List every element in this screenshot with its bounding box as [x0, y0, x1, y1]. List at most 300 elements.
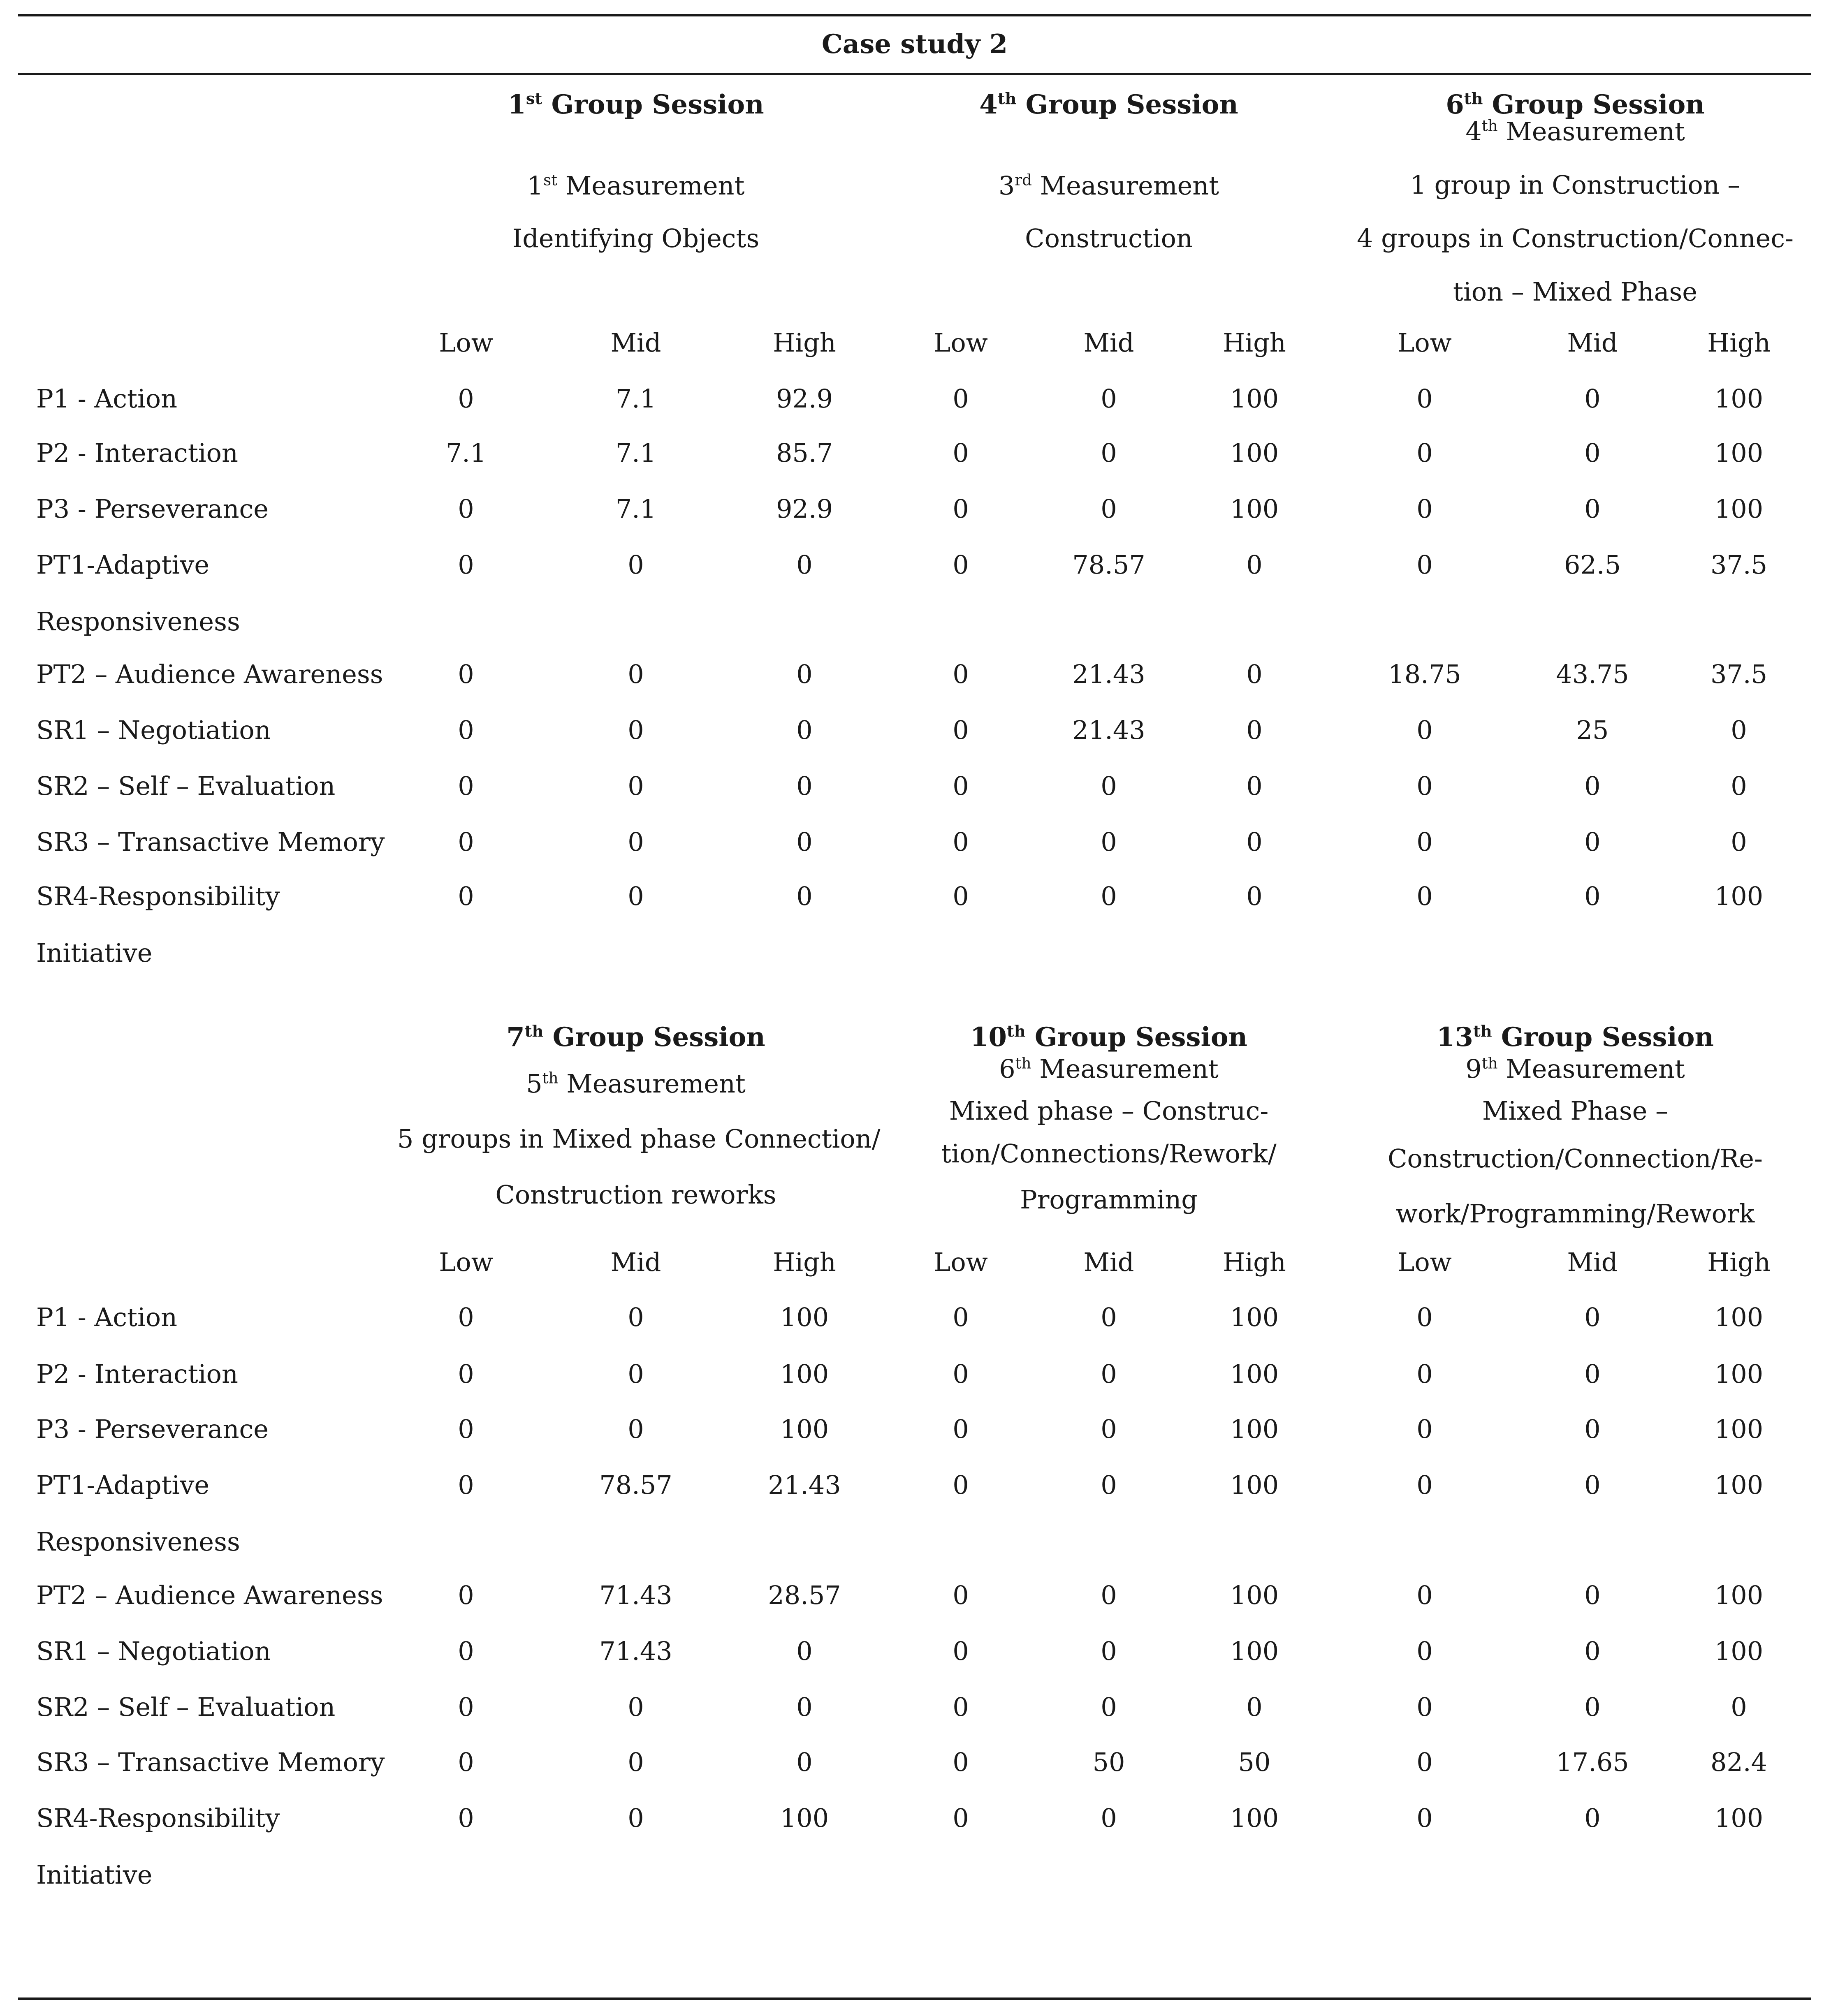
session-title-text: Group Session — [1483, 89, 1705, 120]
table-cell: 0 — [1101, 1803, 1117, 1833]
level-header: High — [773, 1247, 836, 1277]
level-header: Mid — [1083, 1247, 1134, 1277]
table-cell: 0 — [796, 1636, 813, 1666]
table-cell: 0 — [953, 1580, 969, 1610]
table-cell: 100 — [1714, 1359, 1764, 1389]
table-cell: 100 — [1230, 384, 1279, 414]
row-label-text: P2 - Interaction — [36, 438, 238, 468]
table-cell: 0 — [953, 1470, 969, 1500]
table-cell: 0 — [628, 1747, 644, 1777]
row-label-text: SR4-Responsibility — [36, 1803, 280, 1833]
table-cell: 100 — [1714, 1803, 1764, 1833]
session-subtitle-line — [870, 159, 1347, 213]
table-cell: 0 — [1416, 1803, 1433, 1833]
table-cell: 0 — [458, 715, 474, 745]
table-cell: 0 — [628, 827, 644, 857]
session-title — [397, 82, 874, 127]
table-cell: 0 — [1416, 1359, 1433, 1389]
table-cell: 100 — [1230, 1803, 1279, 1833]
session-title — [870, 82, 1347, 127]
table-cell: 0 — [628, 715, 644, 745]
table-cell: 0 — [1101, 1470, 1117, 1500]
subtitle-text — [870, 159, 1347, 213]
table-cell: 0 — [953, 1302, 969, 1332]
table-cell: 100 — [1230, 1359, 1279, 1389]
table-cell: 0 — [953, 659, 969, 689]
row-label-text: PT1-Adaptive — [36, 550, 210, 580]
subtitle-content: work/Programming/Rework — [1395, 1199, 1755, 1229]
subtitle-content: Construction — [1025, 223, 1193, 253]
measurement-ordinal-suffix: th — [1481, 116, 1498, 135]
subtitle-text — [870, 1173, 1347, 1227]
row-label — [36, 1679, 335, 1736]
table-caption: Case study 2 — [821, 29, 1008, 60]
table-cell: 92.9 — [776, 384, 833, 414]
level-header: Mid — [610, 1247, 661, 1277]
session-title — [397, 1015, 874, 1060]
table-cell: 0 — [1101, 881, 1117, 911]
subtitle-text — [1337, 212, 1814, 265]
table-cell: 0 — [1584, 771, 1601, 801]
session-title-text: Group Session — [1016, 89, 1238, 120]
table-cell: 37.5 — [1710, 550, 1768, 580]
table-cell: 0 — [953, 494, 969, 524]
table-cell: 0 — [1246, 771, 1263, 801]
table-cell: 71.43 — [599, 1580, 672, 1610]
subtitle-text — [397, 1112, 881, 1166]
subtitle-content: 1 group in Construction – — [1410, 170, 1741, 200]
measurement-ordinal-suffix: th — [542, 1069, 559, 1087]
table-cell: 0 — [628, 550, 644, 580]
subtitle-text — [397, 159, 874, 213]
table-cell: 0 — [796, 1747, 813, 1777]
table-cell: 100 — [1714, 881, 1764, 911]
session-subtitle-line — [1337, 105, 1814, 158]
table-cell: 0 — [1584, 827, 1601, 857]
subtitle-text — [1337, 1084, 1814, 1138]
subtitle-content: Programming — [1020, 1185, 1198, 1215]
session-ordinal-suffix: th — [997, 89, 1017, 108]
table-row — [0, 370, 1831, 427]
table-cell: 0 — [1584, 1359, 1601, 1389]
table-row — [0, 1346, 1831, 1403]
table-cell: 0 — [1584, 881, 1601, 911]
table-cell: 0 — [1731, 771, 1747, 801]
table-cell: 78.57 — [599, 1470, 672, 1500]
table-cell: 100 — [1714, 1636, 1764, 1666]
subtitle-content: Mixed phase – Construc- — [949, 1096, 1269, 1126]
table-row — [0, 1734, 1831, 1791]
table-cell: 0 — [1101, 1636, 1117, 1666]
row-label-text: SR1 – Negotiation — [36, 715, 271, 745]
row-label-text: SR2 – Self – Evaluation — [36, 771, 336, 801]
measurement-ordinal: 9 — [1465, 1054, 1482, 1084]
session-ordinal: 13 — [1436, 1022, 1473, 1053]
caption-rule — [18, 73, 1811, 75]
subtitle-text — [397, 1057, 874, 1111]
table-cell: 0 — [458, 494, 474, 524]
table-cell: 0 — [1101, 384, 1117, 414]
subtitle-content: Measurement — [1497, 116, 1685, 146]
session-subtitle-line — [397, 1057, 874, 1111]
table-cell: 7.1 — [615, 494, 656, 524]
table-cell: 17.65 — [1556, 1747, 1629, 1777]
session-subtitle-line — [1337, 212, 1814, 265]
level-header: High — [773, 328, 836, 358]
subtitle-content: Construction reworks — [495, 1180, 776, 1210]
row-label — [36, 1346, 238, 1403]
table-cell: 0 — [953, 438, 969, 468]
table-cell: 92.9 — [776, 494, 833, 524]
row-label — [36, 1401, 269, 1458]
row-label — [36, 1457, 240, 1570]
session-ordinal: 7 — [506, 1022, 525, 1053]
table-cell: 100 — [780, 1803, 829, 1833]
table-cell: 0 — [1246, 659, 1263, 689]
table-cell: 0 — [1584, 1803, 1601, 1833]
level-header: Low — [439, 328, 493, 358]
session-ordinal: 6 — [1446, 89, 1464, 120]
row-label-continuation: Responsiveness — [36, 1527, 240, 1557]
table-cell: 0 — [458, 827, 474, 857]
subtitle-text — [1337, 265, 1814, 319]
session-ordinal: 4 — [979, 89, 998, 120]
table-cell: 43.75 — [1556, 659, 1629, 689]
table-cell: 0 — [796, 550, 813, 580]
measurement-ordinal-suffix: st — [543, 171, 558, 189]
subtitle-content: 4 groups in Construction/Connec- — [1356, 223, 1794, 253]
table-cell: 28.57 — [768, 1580, 841, 1610]
session-ordinal-suffix: th — [524, 1022, 544, 1041]
table-cell: 82.4 — [1710, 1747, 1768, 1777]
table-cell: 100 — [1714, 438, 1764, 468]
subtitle-text — [1337, 1132, 1814, 1185]
table-cell: 0 — [953, 1636, 969, 1666]
table-cell: 0 — [953, 715, 969, 745]
table-row — [0, 1401, 1831, 1458]
row-label-text: PT2 – Audience Awareness — [36, 1580, 383, 1610]
session-subtitle-line — [1337, 1132, 1814, 1185]
session-ordinal-suffix: th — [1464, 89, 1483, 108]
table-cell: 18.75 — [1388, 659, 1461, 689]
row-label — [36, 1734, 385, 1791]
table-cell: 0 — [458, 1747, 474, 1777]
table-top-rule — [18, 14, 1811, 16]
row-label-continuation: Initiative — [36, 938, 153, 968]
table-cell: 7.1 — [615, 384, 656, 414]
table-cell: 0 — [628, 1803, 644, 1833]
subtitle-text — [870, 212, 1347, 265]
measurement-ordinal: 1 — [527, 171, 544, 201]
subtitle-content: Measurement — [558, 1069, 746, 1099]
table-cell: 62.5 — [1564, 550, 1621, 580]
measurement-ordinal-suffix: th — [1015, 1054, 1031, 1072]
table-cell: 0 — [458, 1580, 474, 1610]
table-bottom-rule — [18, 1997, 1811, 2000]
table-cell: 0 — [458, 881, 474, 911]
table-cell: 0 — [628, 881, 644, 911]
table-cell: 0 — [1101, 771, 1117, 801]
table-cell: 0 — [1246, 715, 1263, 745]
table-row — [0, 1790, 1831, 1890]
table-cell: 100 — [1230, 1414, 1279, 1444]
table-cell: 0 — [1584, 1580, 1601, 1610]
level-header: High — [1223, 1247, 1286, 1277]
level-header: Mid — [1567, 1247, 1618, 1277]
table-row — [0, 481, 1831, 537]
table-row — [0, 814, 1831, 870]
measurement-ordinal: 6 — [999, 1054, 1015, 1084]
table-cell: 100 — [1714, 1414, 1764, 1444]
subtitle-content: Measurement — [557, 171, 745, 201]
table-cell: 0 — [1101, 1692, 1117, 1722]
table-cell: 0 — [1101, 827, 1117, 857]
table-cell: 0 — [1584, 1470, 1601, 1500]
table-cell: 85.7 — [776, 438, 833, 468]
level-header: Low — [1398, 328, 1452, 358]
row-label — [36, 1289, 177, 1346]
table-cell: 100 — [1230, 494, 1279, 524]
level-header: Low — [1398, 1247, 1452, 1277]
row-label-continuation: Initiative — [36, 1860, 153, 1890]
session-subtitle-line — [1337, 158, 1814, 212]
table-cell: 78.57 — [1072, 550, 1145, 580]
session-title-text: Group Session — [1025, 1022, 1248, 1053]
row-label — [36, 1567, 383, 1624]
table-cell: 0 — [1584, 384, 1601, 414]
table-cell: 0 — [628, 1414, 644, 1444]
subtitle-text — [1337, 1187, 1814, 1241]
subtitle-content: Measurement — [1031, 1054, 1219, 1084]
table-cell: 0 — [458, 1636, 474, 1666]
table-cell: 100 — [1230, 438, 1279, 468]
table-cell: 0 — [458, 1692, 474, 1722]
table-cell: 0 — [1416, 771, 1433, 801]
table-cell: 0 — [458, 1470, 474, 1500]
table-cell: 0 — [458, 550, 474, 580]
table-cell: 0 — [628, 659, 644, 689]
session-subtitle-line — [1337, 265, 1814, 319]
table-cell: 0 — [953, 550, 969, 580]
table-cell: 100 — [1714, 1302, 1764, 1332]
table-cell: 0 — [458, 1359, 474, 1389]
table-cell: 50 — [1092, 1747, 1125, 1777]
session-subtitle-line — [1337, 1084, 1814, 1138]
row-label-text: SR4-Responsibility — [36, 881, 280, 911]
row-label-text: SR1 – Negotiation — [36, 1636, 271, 1666]
table-cell: 0 — [458, 1302, 474, 1332]
table-cell: 0 — [953, 827, 969, 857]
level-header: Mid — [1083, 328, 1134, 358]
row-label — [36, 537, 240, 650]
table-cell: 100 — [780, 1414, 829, 1444]
table-cell: 0 — [1416, 438, 1433, 468]
table-cell: 0 — [953, 1692, 969, 1722]
row-label — [36, 758, 335, 815]
table-cell: 0 — [796, 1692, 813, 1722]
row-label — [36, 868, 280, 981]
table-cell: 0 — [1584, 1692, 1601, 1722]
session-title-text: Group Session — [543, 1022, 765, 1053]
session-subtitle-line — [397, 1112, 881, 1166]
table-cell: 100 — [1230, 1302, 1279, 1332]
table-cell: 0 — [1584, 438, 1601, 468]
row-label-text: SR2 – Self – Evaluation — [36, 1692, 336, 1722]
row-label — [36, 370, 177, 427]
table-cell: 21.43 — [1072, 659, 1145, 689]
table-row — [0, 868, 1831, 968]
table-cell: 100 — [1230, 1580, 1279, 1610]
table-cell: 0 — [1416, 827, 1433, 857]
table-cell: 0 — [1101, 1414, 1117, 1444]
table-cell: 0 — [458, 384, 474, 414]
subtitle-text — [1337, 158, 1814, 212]
table-cell: 0 — [1101, 494, 1117, 524]
session-subtitle-line — [397, 159, 874, 213]
table-cell: 100 — [1714, 384, 1764, 414]
table-cell: 0 — [1416, 1636, 1433, 1666]
table-row — [0, 1567, 1831, 1624]
table-row — [0, 758, 1831, 815]
row-label-text: P3 - Perseverance — [36, 494, 269, 524]
measurement-ordinal-suffix: th — [1481, 1054, 1498, 1072]
subtitle-text — [1337, 105, 1814, 158]
table-row — [0, 425, 1831, 481]
level-header: Low — [439, 1247, 493, 1277]
table-cell: 0 — [458, 659, 474, 689]
level-header: Mid — [1567, 328, 1618, 358]
row-label — [36, 1790, 280, 1903]
table-cell: 0 — [1416, 1302, 1433, 1332]
measurement-ordinal: 3 — [998, 171, 1015, 201]
table-cell: 37.5 — [1710, 659, 1768, 689]
table-cell: 0 — [1584, 1302, 1601, 1332]
row-label — [36, 646, 383, 703]
table-cell: 7.1 — [615, 438, 656, 468]
session-subtitle-line — [870, 1173, 1347, 1227]
table-cell: 0 — [1416, 384, 1433, 414]
table-row — [0, 1623, 1831, 1680]
table-row — [0, 1289, 1831, 1346]
subtitle-content: Measurement — [1031, 171, 1219, 201]
table-cell: 0 — [458, 1803, 474, 1833]
level-header: High — [1707, 328, 1771, 358]
session-subtitle-line — [1337, 1187, 1814, 1241]
table-row — [0, 537, 1831, 637]
table-cell: 0 — [1416, 881, 1433, 911]
table-cell: 0 — [1416, 1580, 1433, 1610]
table-cell: 0 — [628, 1359, 644, 1389]
table-cell: 0 — [796, 659, 813, 689]
table-cell: 0 — [458, 1414, 474, 1444]
table-cell: 0 — [1246, 1692, 1263, 1722]
row-label — [36, 814, 385, 870]
row-label-text: PT1-Adaptive — [36, 1470, 210, 1500]
row-label-text: P2 - Interaction — [36, 1359, 238, 1389]
row-label-text: SR3 – Transactive Memory — [36, 1747, 385, 1777]
table-cell: 0 — [1101, 1580, 1117, 1610]
table-cell: 0 — [953, 1747, 969, 1777]
subtitle-content: Mixed Phase – — [1482, 1096, 1669, 1126]
measurement-ordinal-suffix: rd — [1015, 171, 1032, 189]
subtitle-content: Identifying Objects — [512, 223, 760, 253]
table-cell: 0 — [1731, 827, 1747, 857]
table-row — [0, 702, 1831, 759]
table-cell: 0 — [1416, 494, 1433, 524]
table-cell: 0 — [1584, 1414, 1601, 1444]
table-cell: 100 — [1714, 494, 1764, 524]
table-cell: 100 — [780, 1302, 829, 1332]
table-cell: 0 — [1416, 550, 1433, 580]
table-cell: 0 — [953, 881, 969, 911]
table-cell: 0 — [953, 1803, 969, 1833]
subtitle-content: Construction/Connection/Re- — [1388, 1143, 1763, 1173]
session-ordinal-suffix: st — [526, 89, 542, 108]
table-cell: 0 — [1246, 827, 1263, 857]
level-header: Low — [934, 328, 988, 358]
level-header: Mid — [610, 328, 661, 358]
table-cell: 0 — [1416, 1747, 1433, 1777]
table-cell: 100 — [1714, 1580, 1764, 1610]
session-ordinal: 1 — [508, 89, 526, 120]
session-ordinal-suffix: th — [1006, 1022, 1026, 1041]
session-title-text: Group Session — [542, 89, 764, 120]
table-cell: 0 — [1101, 1359, 1117, 1389]
table-row — [0, 1457, 1831, 1557]
table-cell: 0 — [1101, 438, 1117, 468]
table-row — [0, 1679, 1831, 1736]
table-cell: 0 — [628, 1692, 644, 1722]
table-cell: 7.1 — [445, 438, 487, 468]
table-cell: 71.43 — [599, 1636, 672, 1666]
session-subtitle-line — [397, 212, 874, 265]
table-cell: 100 — [1230, 1636, 1279, 1666]
row-label-continuation: Responsiveness — [36, 606, 240, 637]
row-label-text: P1 - Action — [36, 1302, 178, 1332]
table-cell: 100 — [1230, 1470, 1279, 1500]
level-header: High — [1707, 1247, 1771, 1277]
measurement-ordinal: 4 — [1465, 116, 1482, 146]
row-label-text: P1 - Action — [36, 384, 178, 414]
table-cell: 100 — [1714, 1470, 1764, 1500]
subtitle-content: tion/Connections/Rework/ — [941, 1139, 1277, 1169]
table-cell: 0 — [1416, 1470, 1433, 1500]
table-cell: 0 — [628, 771, 644, 801]
table-cell: 0 — [1416, 1414, 1433, 1444]
table-cell: 0 — [1731, 715, 1747, 745]
table-cell: 0 — [796, 715, 813, 745]
row-label-text: P3 - Perseverance — [36, 1414, 269, 1444]
table-cell: 0 — [1246, 881, 1263, 911]
table-cell: 0 — [953, 384, 969, 414]
subtitle-text — [397, 1168, 874, 1222]
table-cell: 100 — [780, 1359, 829, 1389]
table-cell: 0 — [628, 1302, 644, 1332]
table-cell: 50 — [1238, 1747, 1271, 1777]
row-label-text: SR3 – Transactive Memory — [36, 827, 385, 857]
table-cell: 0 — [1416, 1692, 1433, 1722]
table-cell: 21.43 — [1072, 715, 1145, 745]
table-cell: 0 — [796, 827, 813, 857]
subtitle-text — [870, 1127, 1347, 1180]
session-ordinal-suffix: th — [1473, 1022, 1492, 1041]
subtitle-content: tion – Mixed Phase — [1453, 277, 1697, 307]
session-subtitle-line — [870, 1127, 1347, 1180]
subtitle-content: 5 groups in Mixed phase Connection/ — [397, 1124, 881, 1154]
table-cell: 0 — [1731, 1692, 1747, 1722]
row-label — [36, 702, 271, 759]
session-title-text: Group Session — [1492, 1022, 1714, 1053]
